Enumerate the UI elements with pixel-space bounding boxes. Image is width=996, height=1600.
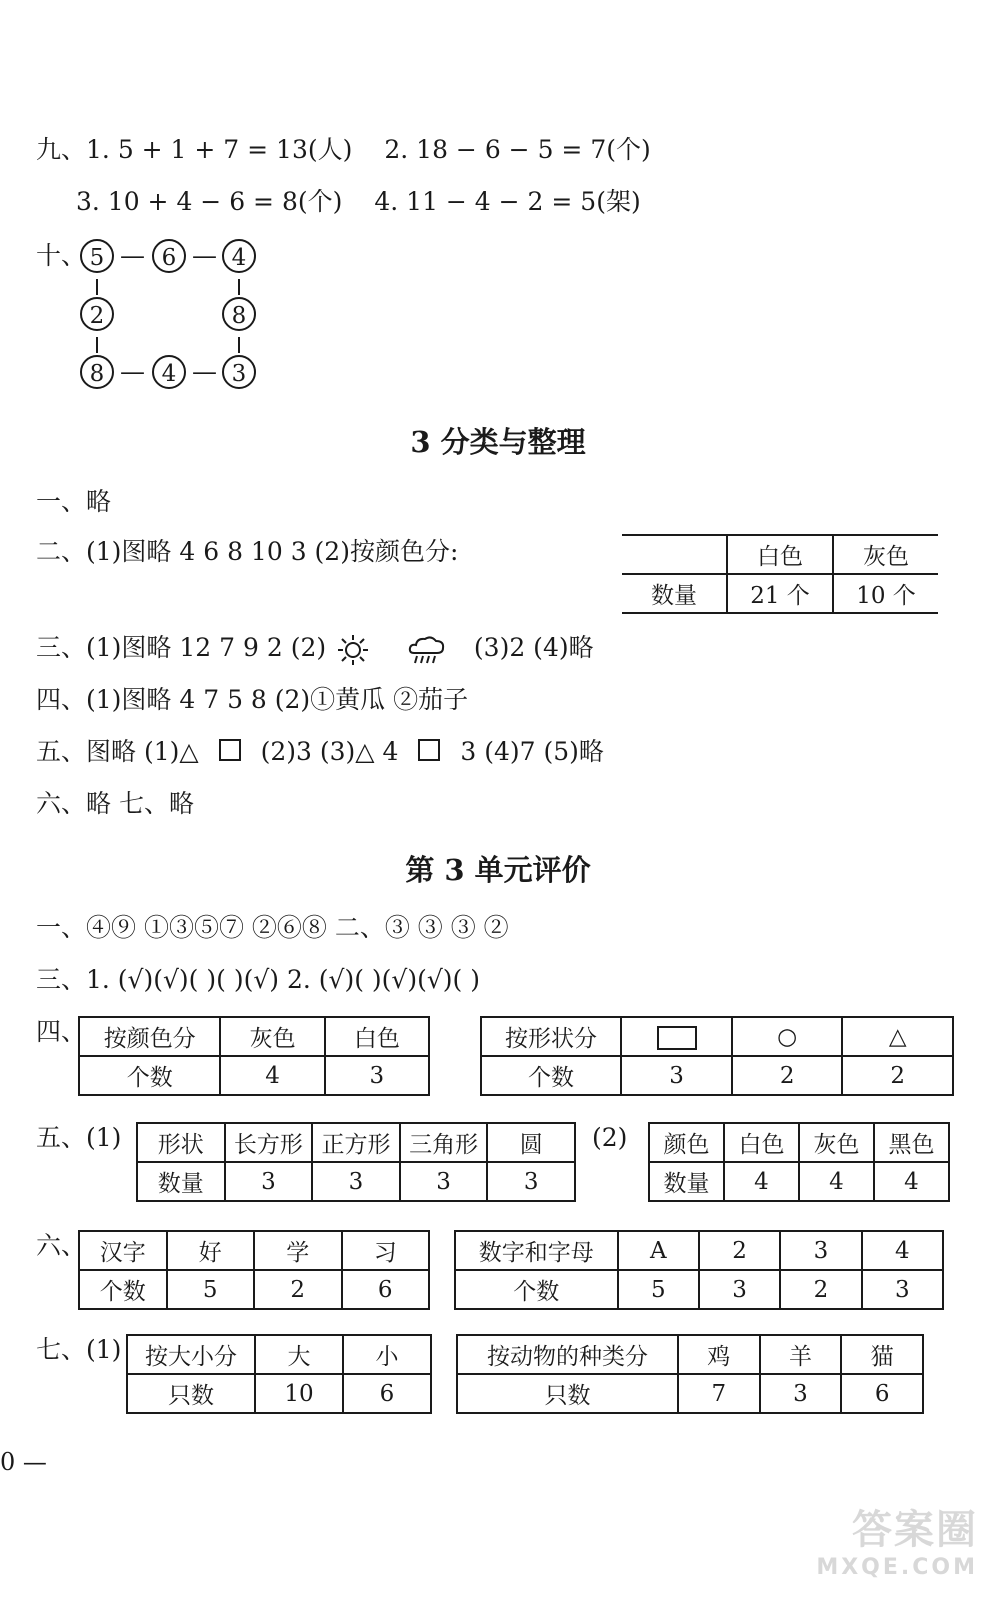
table-cell: 3 (487, 1162, 575, 1201)
table-cell: 21 个 (727, 574, 833, 613)
answer-text: (1)图略 12 7 9 2 (2) (86, 633, 327, 662)
section-label-4: 四、 (36, 1017, 87, 1046)
connector (96, 279, 98, 295)
table-cell: 猫 (841, 1335, 923, 1374)
table-cell: 个数 (481, 1056, 621, 1095)
table-cell: 数量 (137, 1162, 225, 1201)
table-cell (621, 1017, 732, 1056)
watermark-text: 答案圈 (852, 1507, 978, 1553)
table-cell: 2 (254, 1270, 342, 1309)
unit3-answer-3 (36, 632, 594, 667)
section-label-7: 七、(1) (36, 1335, 122, 1364)
table-cell: 3 (862, 1270, 943, 1309)
table-cell: 3 (621, 1056, 732, 1095)
connector: — (192, 357, 217, 386)
circle-right: 8 (222, 297, 256, 331)
square-shape (418, 739, 440, 761)
table-cell: 长方形 (225, 1123, 313, 1162)
table-cell: 4 (724, 1162, 799, 1201)
evaluation-title: 第 3 单元评价 (405, 853, 591, 887)
animal-table (456, 1334, 924, 1414)
connector (238, 337, 240, 353)
unit3-answer-1: 一、略 (36, 487, 112, 516)
table-cell: 数量 (622, 574, 727, 613)
answer-text: 3 (4)7 (5)略 (460, 737, 604, 766)
answer-text: (2)3 (3)△ 4 (260, 737, 399, 766)
connector (96, 337, 98, 353)
table-cell: 3 (699, 1270, 780, 1309)
table-cell: 按形状分 (481, 1017, 621, 1056)
answer-9-2: 2. 18 − 6 − 5 = 7(个) (384, 135, 651, 164)
answer-9-3: 3. 10 + 4 − 6 = 8(个) (76, 187, 343, 216)
section-label-9: 九、 (36, 135, 87, 164)
color-count-table (622, 534, 938, 614)
table-cell: 大 (255, 1335, 343, 1374)
table-cell: 5 (618, 1270, 699, 1309)
connector: — (120, 357, 145, 386)
table-cell: 数量 (649, 1162, 724, 1201)
table-cell (622, 535, 727, 574)
table-cell: 小 (343, 1335, 431, 1374)
table-cell: 学 (254, 1231, 342, 1270)
table-cell: 4 (862, 1231, 943, 1270)
table-cell: 6 (841, 1374, 923, 1413)
table-cell: 2 (780, 1270, 861, 1309)
circle-top-2: 6 (152, 239, 186, 273)
section-label: 二、 (36, 537, 87, 566)
unit3-answer-2 (36, 536, 458, 568)
digit-letter-table (454, 1230, 944, 1310)
table-cell: △ (842, 1017, 953, 1056)
circle-top-1: 5 (80, 239, 114, 273)
table-cell: 汉字 (79, 1231, 167, 1270)
answer-text: (1)图略 4 6 8 10 3 (2)按颜色分: (86, 537, 459, 566)
section-label-10: 十、 (36, 241, 87, 270)
shape-table (480, 1016, 954, 1096)
unit3-answer-5 (36, 736, 604, 768)
table-cell: 白色 (727, 535, 833, 574)
table-cell: 形状 (137, 1123, 225, 1162)
circle-bottom-1: 8 (80, 355, 114, 389)
character-table (78, 1230, 430, 1310)
color-count-table-2 (648, 1122, 950, 1202)
table-cell: ○ (732, 1017, 843, 1056)
answer-9-1: 1. 5 + 1 + 7 = 13(人) (86, 135, 353, 164)
section-label-5-2: (2) (592, 1123, 628, 1152)
section-label: 三、 (36, 633, 87, 662)
table-cell: 好 (167, 1231, 255, 1270)
table-cell: 2 (842, 1056, 953, 1095)
table-cell: 按颜色分 (79, 1017, 220, 1056)
table-cell: 圆 (487, 1123, 575, 1162)
table-cell: 只数 (127, 1374, 255, 1413)
watermark-logo (816, 1498, 978, 1580)
rain-cloud-icon (406, 633, 448, 667)
table-cell: 白色 (325, 1017, 429, 1056)
rectangle-shape (657, 1026, 697, 1050)
page-number: 0 — (0, 1448, 47, 1476)
table-cell: 4 (799, 1162, 874, 1201)
table-cell: 灰色 (220, 1017, 324, 1056)
table-cell: 6 (343, 1374, 431, 1413)
connector: — (120, 241, 145, 270)
answer-text: 五、图略 (1)△ (36, 737, 199, 766)
table-cell: 数字和字母 (455, 1231, 618, 1270)
table-cell: 灰色 (799, 1123, 874, 1162)
table-cell: 5 (167, 1270, 255, 1309)
table-cell: 按大小分 (127, 1335, 255, 1374)
table-cell: 6 (342, 1270, 430, 1309)
table-cell: 正方形 (312, 1123, 400, 1162)
answer-9-4: 4. 11 − 4 − 2 = 5(架) (374, 187, 641, 216)
table-cell: 羊 (760, 1335, 842, 1374)
table-cell: 3 (325, 1056, 429, 1095)
circle-left: 2 (80, 297, 114, 331)
answer-9-row2 (76, 186, 641, 218)
table-cell: 习 (342, 1231, 430, 1270)
table-cell: 白色 (724, 1123, 799, 1162)
table-cell: 颜色 (649, 1123, 724, 1162)
color-table (78, 1016, 430, 1096)
circle-bottom-2: 4 (152, 355, 186, 389)
table-cell: 10 (255, 1374, 343, 1413)
table-cell: 3 (400, 1162, 488, 1201)
table-cell: 3 (760, 1374, 842, 1413)
table-cell: 3 (312, 1162, 400, 1201)
table-cell: 个数 (79, 1056, 220, 1095)
answer-text: (3)2 (4)略 (473, 633, 594, 662)
circle-top-3: 4 (222, 239, 256, 273)
table-cell: 鸡 (678, 1335, 760, 1374)
table-cell: 个数 (455, 1270, 618, 1309)
circle-bottom-3: 3 (222, 355, 256, 389)
size-table (126, 1334, 432, 1414)
unit3-answer-4: 四、(1)图略 4 7 5 8 (2)①黄瓜 ②茄子 (36, 685, 469, 714)
table-cell: 2 (732, 1056, 843, 1095)
eval-answer-3: 三、1. (√)(√)( )( )(√) 2. (√)( )(√)(√)( ) (36, 965, 480, 994)
table-cell: 三角形 (400, 1123, 488, 1162)
section-label-6: 六、 (36, 1231, 87, 1260)
sun-icon (334, 633, 372, 667)
section-label-5: 五、(1) (36, 1123, 122, 1152)
connector: — (192, 241, 217, 270)
table-cell: 个数 (79, 1270, 167, 1309)
table-cell: 4 (220, 1056, 324, 1095)
table-cell: 只数 (457, 1374, 678, 1413)
watermark-url: MXQE.COM (816, 1555, 978, 1580)
table-cell: 灰色 (833, 535, 938, 574)
table-cell: 黑色 (874, 1123, 949, 1162)
eval-answer-1-2: 一、④⑨ ①③⑤⑦ ②⑥⑧ 二、③ ③ ③ ② (36, 913, 509, 942)
table-cell: 4 (874, 1162, 949, 1201)
table-cell: 2 (699, 1231, 780, 1270)
connector (238, 279, 240, 295)
table-cell: A (618, 1231, 699, 1270)
table-cell: 10 个 (833, 574, 938, 613)
table-cell: 3 (225, 1162, 313, 1201)
square-shape (219, 739, 241, 761)
answer-9-row1 (36, 134, 651, 166)
table-cell: 7 (678, 1374, 760, 1413)
unit3-answer-6-7: 六、略 七、略 (36, 789, 194, 818)
table-cell: 3 (780, 1231, 861, 1270)
unit-title: 3 分类与整理 (410, 425, 586, 459)
table-cell: 按动物的种类分 (457, 1335, 678, 1374)
shape-count-table (136, 1122, 576, 1202)
